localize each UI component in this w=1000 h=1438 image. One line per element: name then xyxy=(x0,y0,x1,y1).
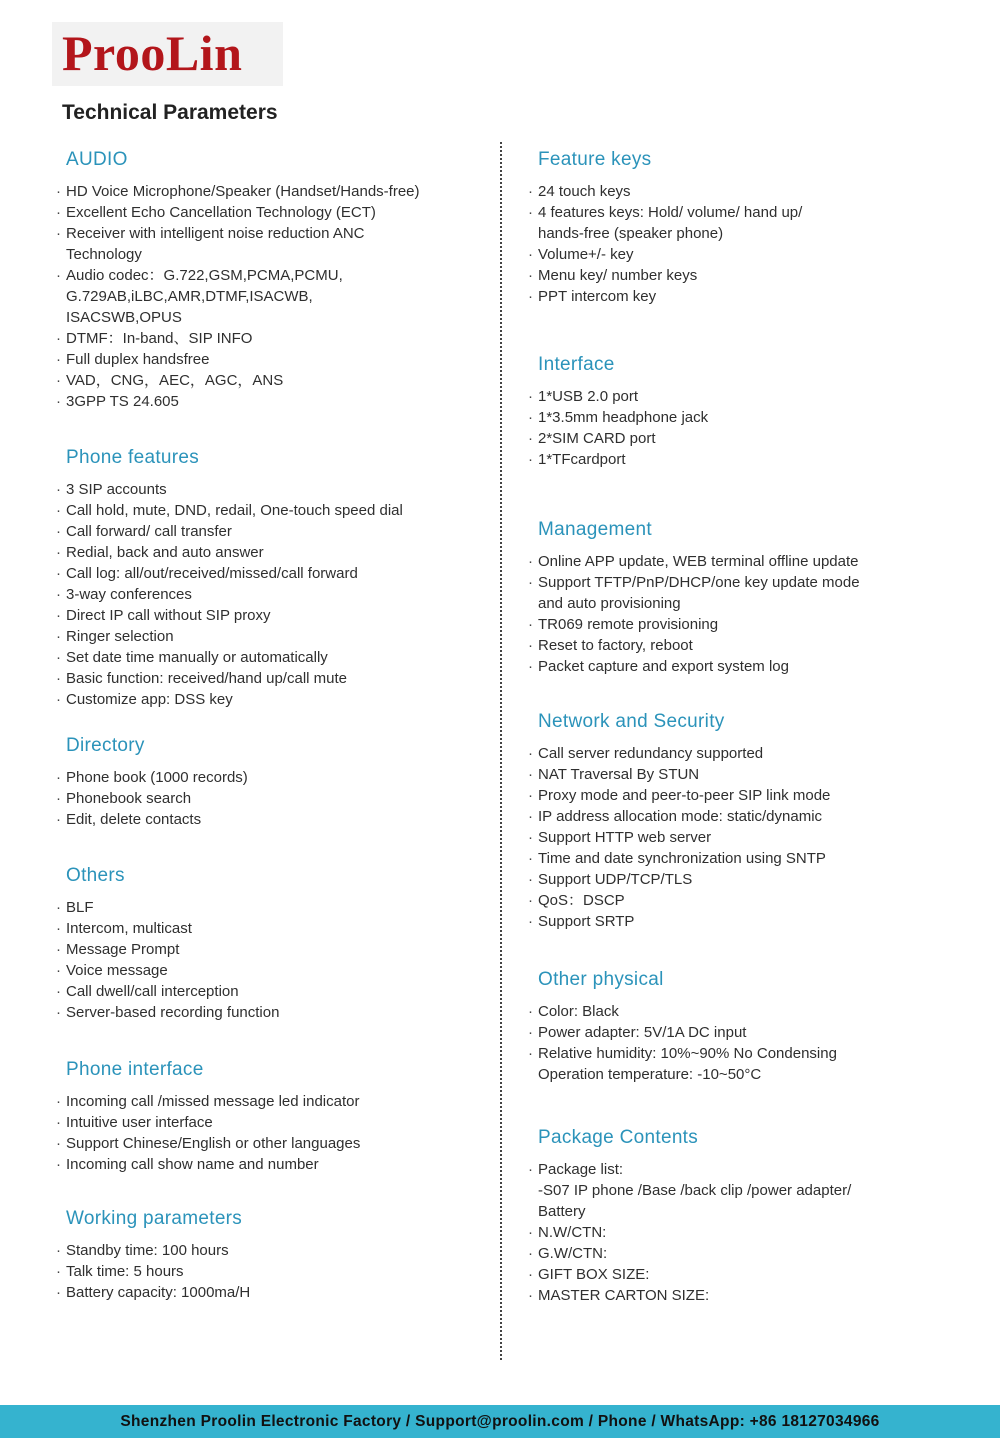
spec-item: · Call dwell/call interception xyxy=(56,981,486,1002)
spec-item: · Call server redundancy supported xyxy=(528,743,958,764)
spec-item: · Excellent Echo Cancellation Technology (ECT) xyxy=(56,202,486,223)
spec-item: · GIFT BOX SIZE: xyxy=(528,1264,958,1285)
spec-item: · N.W/CTN: xyxy=(528,1222,958,1243)
section-phone-interface xyxy=(56,1058,486,1175)
spec-item: · Receiver with intelligent noise reduction ANC Technology xyxy=(56,223,486,265)
section-title: Interface xyxy=(538,354,615,375)
spec-item: · Set date time manually or automatically xyxy=(56,647,486,668)
spec-item: · 3GPP TS 24.605 xyxy=(56,391,486,412)
section-audio xyxy=(56,148,486,412)
spec-item: · Audio codec：G.722,GSM,PCMA,PCMU, G.729AB,iLBC,AMR,DTMF,ISACWB, ISACSWB,OPUS xyxy=(56,265,486,328)
spec-item: · Battery capacity: 1000ma/H xyxy=(56,1282,486,1303)
spec-list xyxy=(56,767,486,830)
spec-item: · Basic function: received/hand up/call mute xyxy=(56,668,486,689)
spec-list xyxy=(56,897,486,1023)
spec-item: · Support HTTP web server xyxy=(528,827,958,848)
section-interface xyxy=(528,353,958,470)
spec-item: · G.W/CTN: xyxy=(528,1243,958,1264)
section-title: Feature keys xyxy=(538,149,652,170)
spec-list xyxy=(56,1240,486,1303)
page-title: Technical Parameters xyxy=(62,101,278,124)
spec-item: · 3 SIP accounts xyxy=(56,479,486,500)
spec-item: · PPT intercom key xyxy=(528,286,958,307)
spec-item: · Phonebook search xyxy=(56,788,486,809)
spec-item: · IP address allocation mode: static/dynamic xyxy=(528,806,958,827)
section-others xyxy=(56,864,486,1023)
spec-item: · Redial, back and auto answer xyxy=(56,542,486,563)
section-title: Other physical xyxy=(538,969,664,990)
section-feature-keys xyxy=(528,148,958,307)
spec-item: · Time and date synchronization using SNTP xyxy=(528,848,958,869)
spec-item: · Support Chinese/English or other languages xyxy=(56,1133,486,1154)
spec-item: · 3-way conferences xyxy=(56,584,486,605)
section-phone-features xyxy=(56,446,486,708)
spec-item: · QoS：DSCP xyxy=(528,890,958,911)
spec-list xyxy=(56,479,486,708)
spec-item: · Proxy mode and peer-to-peer SIP link mode xyxy=(528,785,958,806)
spec-item: · Color: Black xyxy=(528,1001,958,1022)
spec-item: · Edit, delete contacts xyxy=(56,809,486,830)
spec-item: · Support TFTP/PnP/DHCP/one key update mode and auto provisioning xyxy=(528,572,958,614)
spec-item: · 1*TFcardport xyxy=(528,449,958,470)
spec-item: · Phone book (1000 records) xyxy=(56,767,486,788)
spec-list xyxy=(528,181,958,307)
spec-item: · MASTER CARTON SIZE: xyxy=(528,1285,958,1306)
spec-item: · 1*USB 2.0 port xyxy=(528,386,958,407)
footer-bar xyxy=(0,1405,1000,1438)
spec-item: · 1*3.5mm headphone jack xyxy=(528,407,958,428)
section-management xyxy=(528,518,958,677)
spec-item: · 24 touch keys xyxy=(528,181,958,202)
section-title: Management xyxy=(538,519,652,540)
section-network-and-security xyxy=(528,710,958,932)
spec-item: · TR069 remote provisioning xyxy=(528,614,958,635)
spec-item: · Packet capture and export system log xyxy=(528,656,958,677)
spec-item: · Message Prompt xyxy=(56,939,486,960)
spec-item: · Call hold, mute, DND, redail, One-touch speed dial xyxy=(56,500,486,521)
spec-item: · Online APP update, WEB terminal offline update xyxy=(528,551,958,572)
section-title: Phone interface xyxy=(66,1059,204,1080)
brand-logo: ProoLin xyxy=(62,25,243,81)
spec-item: · Intercom, multicast xyxy=(56,918,486,939)
spec-item: · Voice message xyxy=(56,960,486,981)
section-title: Working parameters xyxy=(66,1208,243,1229)
spec-item: · 2*SIM CARD port xyxy=(528,428,958,449)
spec-item: · Intuitive user interface xyxy=(56,1112,486,1133)
spec-list xyxy=(528,743,958,932)
spec-item: · Direct IP call without SIP proxy xyxy=(56,605,486,626)
section-title: Others xyxy=(66,865,125,886)
section-other-physical xyxy=(528,968,958,1085)
spec-item: · Support UDP/TCP/TLS xyxy=(528,869,958,890)
spec-item: · Full duplex handsfree xyxy=(56,349,486,370)
section-title: Network and Security xyxy=(538,711,725,732)
spec-item: · DTMF：In-band、SIP INFO xyxy=(56,328,486,349)
section-working-parameters xyxy=(56,1207,486,1303)
footer-contact-text: Shenzhen Proolin Electronic Factory / Support@proolin.com / Phone / WhatsApp: +86 18127034966 xyxy=(120,1412,880,1430)
section-package-contents xyxy=(528,1126,958,1306)
spec-item: · 4 features keys: Hold/ volume/ hand up/ hands-free (speaker phone) xyxy=(528,202,958,244)
section-title: AUDIO xyxy=(66,149,128,170)
section-title: Phone features xyxy=(66,447,200,468)
spec-item: · Customize app: DSS key xyxy=(56,689,486,708)
spec-item: · BLF xyxy=(56,897,486,918)
spec-item: · Server-based recording function xyxy=(56,1002,486,1023)
section-title: Directory xyxy=(66,735,145,756)
spec-list xyxy=(528,386,958,470)
spec-list xyxy=(56,181,486,412)
spec-item: · Ringer selection xyxy=(56,626,486,647)
spec-item: · Volume+/- key xyxy=(528,244,958,265)
section-directory xyxy=(56,734,486,830)
spec-list xyxy=(528,1159,958,1306)
spec-item: · Reset to factory, reboot xyxy=(528,635,958,656)
section-title: Package Contents xyxy=(538,1127,699,1148)
spec-item: · VAD，CNG，AEC，AGC，ANS xyxy=(56,370,486,391)
spec-item: · Talk time: 5 hours xyxy=(56,1261,486,1282)
spec-item: · NAT Traversal By STUN xyxy=(528,764,958,785)
spec-item: · Relative humidity: 10%~90% No Condensing Operation temperature: -10~50°C xyxy=(528,1043,958,1085)
spec-item: · Power adapter: 5V/1A DC input xyxy=(528,1022,958,1043)
column-divider xyxy=(500,142,502,1360)
spec-item: · Incoming call show name and number xyxy=(56,1154,486,1175)
spec-item: · Call forward/ call transfer xyxy=(56,521,486,542)
spec-list xyxy=(56,1091,486,1175)
spec-item: · Standby time: 100 hours xyxy=(56,1240,486,1261)
spec-item: · Package list: -S07 IP phone /Base /back clip /power adapter/ Battery xyxy=(528,1159,958,1222)
spec-item: · Call log: all/out/received/missed/call forward xyxy=(56,563,486,584)
spec-item: · Incoming call /missed message led indicator xyxy=(56,1091,486,1112)
spec-item: · Support SRTP xyxy=(528,911,958,932)
spec-item: · HD Voice Microphone/Speaker (Handset/Hands-free) xyxy=(56,181,486,202)
spec-item: · Menu key/ number keys xyxy=(528,265,958,286)
spec-list xyxy=(528,551,958,677)
spec-list xyxy=(528,1001,958,1085)
